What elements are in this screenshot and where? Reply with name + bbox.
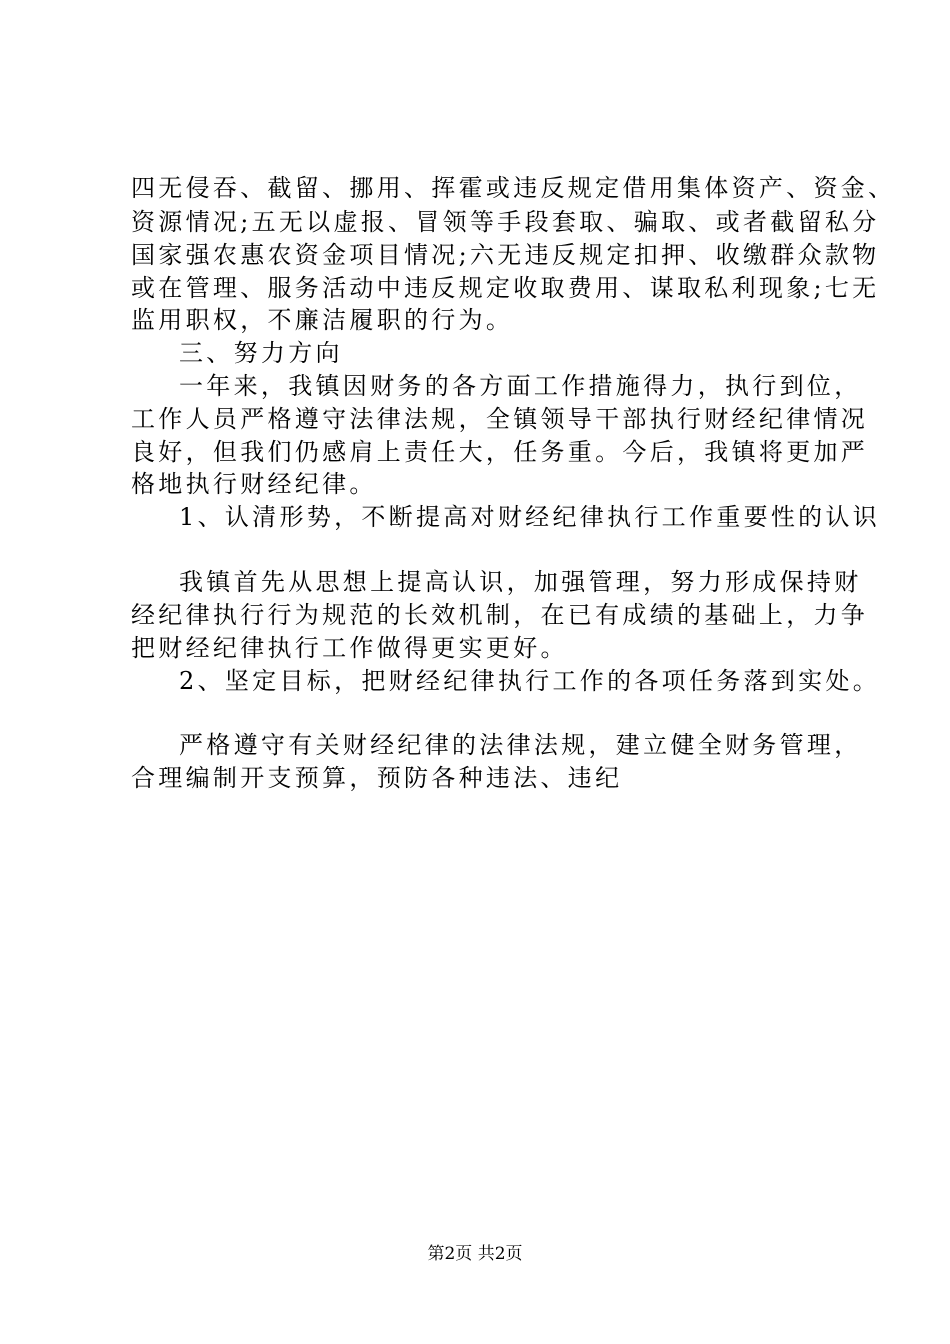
body-text-line: 我镇首先从思想上提高认识，加强管理，努力形成保持财	[179, 568, 862, 596]
body-text-line: 一年来，我镇因财务的各方面工作措施得力，执行到位，	[179, 372, 862, 400]
body-text-line: 严格遵守有关财经纪律的法律法规，建立健全财务管理，	[179, 731, 862, 759]
body-text-line: 经纪律执行行为规范的长效机制，在已有成绩的基础上，力争	[131, 601, 869, 629]
body-text-line: 四无侵吞、截留、挪用、挥霍或违反规定借用集体资产、资金、	[131, 174, 896, 202]
page-number-footer: 第2页 共2页	[427, 1244, 523, 1264]
body-text-line: 工作人员严格遵守法律法规，全镇领导干部执行财经纪律情况	[131, 405, 869, 433]
body-text-line: 监用职权，不廉洁履职的行为。	[131, 306, 514, 334]
body-text-line: 良好，但我们仍感肩上责任大，任务重。今后，我镇将更加严	[131, 438, 869, 466]
body-text-line: 格地执行财经纪律。	[131, 470, 377, 498]
body-text-line: 把财经纪律执行工作做得更实更好。	[131, 634, 568, 662]
subsection-heading: 1、认清形势，不断提高对财经纪律执行工作重要性的认识	[179, 503, 881, 531]
subsection-heading: 2、坚定目标，把财经纪律执行工作的各项任务落到实处。	[179, 667, 881, 695]
body-text-line: 合理编制开支预算，预防各种违法、违纪	[131, 764, 623, 792]
body-text-line: 国家强农惠农资金项目情况;六无违反规定扣押、收缴群众款物	[131, 241, 880, 269]
body-text-line: 或在管理、服务活动中违反规定收取费用、谋取私利现象;七无	[131, 274, 880, 302]
body-text-line: 资源情况;五无以虚报、冒领等手段套取、骗取、或者截留私分	[131, 208, 880, 236]
section-heading: 三、努力方向	[179, 339, 343, 367]
